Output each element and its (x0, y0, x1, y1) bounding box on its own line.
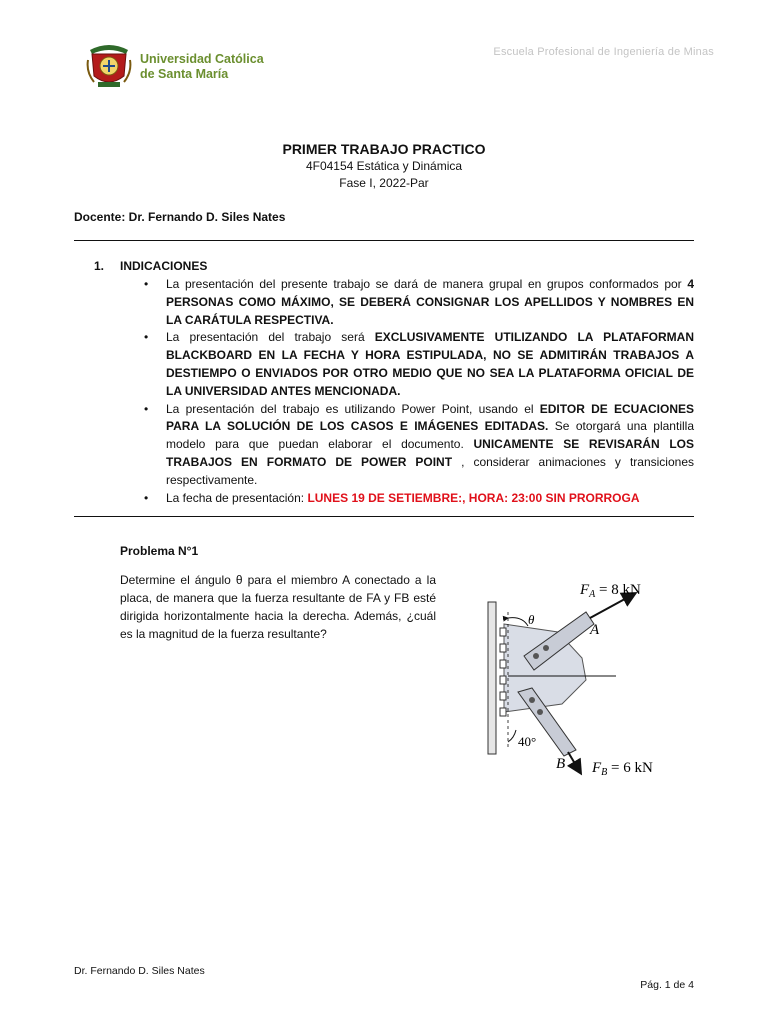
instruction-item (166, 276, 694, 329)
instruction-emphasis: UNICAMENTE SE REVISARÁN LOS TRABAJOS EN FORMATO DE POWER POINT (166, 437, 694, 469)
angle-40-arc (508, 730, 516, 742)
member-b-label: B (556, 756, 566, 772)
instruction-emphasis: EDITOR DE ECUACIONES PARA LA SOLUCIÓN DE LOS CASOS E IMÁGENES EDITADAS. (166, 401, 695, 434)
divider-bottom (74, 516, 694, 517)
force-a-label: $F_A = 8$ kN (580, 582, 641, 600)
divider-top (74, 240, 694, 241)
university-logo (86, 42, 132, 90)
instruction-text: La presentación del trabajo es utilizando Power Point, usando el (166, 401, 540, 416)
university-seal-icon (86, 42, 132, 90)
teacher-name: Docente: Dr. Fernando D. Siles Nates (74, 210, 286, 224)
member-a-label: A (590, 622, 600, 638)
university-name-line1: Universidad Católica (140, 52, 264, 66)
instruction-text: La presentación del presente trabajo se dará de manera grupal en grupos conformados por (166, 277, 688, 291)
deadline-text: LUNES 19 DE SETIEMBRE:, HORA: 23:00 SIN PRORROGA (307, 490, 640, 505)
university-name-line2: de Santa María (140, 67, 229, 81)
instruction-text: La fecha de presentación: (166, 490, 308, 505)
instruction-emphasis: 4 PERSONAS COMO MÁXIMO, SE DEBERÁ CONSIGNAR LOS APELLIDOS Y NOMBRES EN LA CARÁTULA RESPECTIVA. (166, 277, 694, 327)
instruction-emphasis: EXCLUSIVAMENTE UTILIZANDO LA PLATAFORMAN BLACKBOARD EN LA FECHA Y HORA ESTIPULADA, NO SE ADMITIRÁN TRABAJOS A DESTIEMPO O ENVIADOS POR OTRO MEDIO QUE NO SEA LA PLATAFORMA OFICIAL DE LA UNIVERSIDAD ANTES MENCIONADA. (166, 330, 694, 398)
school-name: Escuela Profesional de Ingeniería de Minas (493, 46, 714, 58)
university-name (140, 52, 264, 82)
instruction-text: Se otorgará una plantilla modelo para que puedan elaborar el documento. (166, 419, 694, 452)
force-diagram (476, 572, 686, 782)
page-number: Pág. 1 de 4 (640, 979, 694, 991)
document-title: PRIMER TRABAJO PRACTICO (282, 141, 486, 157)
force-b-arrow (568, 752, 580, 772)
footer-author: Dr. Fernando D. Siles Nates (74, 965, 205, 977)
section-heading (94, 259, 207, 273)
instructions-list (166, 276, 694, 507)
problem-figure (476, 572, 686, 782)
phase-label: Fase I, 2022-Par (339, 176, 429, 190)
instruction-text: , considerar animaciones y transiciones respectivamente. (166, 454, 694, 487)
problem-statement: Determine el ángulo θ para el miembro A conectado a la placa, de manera que la fuerza resultante de FA y FB esté dirigida horizontalmente hacia la derecha. Además, ¿cuál es la magnitud de la fuerza resultante? (120, 573, 436, 641)
theta-label: θ (528, 612, 535, 627)
wall (488, 602, 496, 754)
instruction-item (166, 329, 694, 400)
instruction-item (166, 401, 694, 490)
section-title: INDICACIONES (120, 259, 208, 273)
instruction-item (166, 490, 694, 508)
course-name: 4F04154 Estática y Dinámica (305, 159, 463, 173)
problem-title: Problema N°1 (120, 544, 199, 558)
instruction-text: La presentación del trabajo será (166, 330, 375, 345)
angle-40-label: 40° (518, 734, 537, 749)
title-block (0, 140, 768, 192)
section-number: 1. (94, 259, 105, 273)
force-b-label: $F_B = 6$ kN (592, 760, 653, 778)
